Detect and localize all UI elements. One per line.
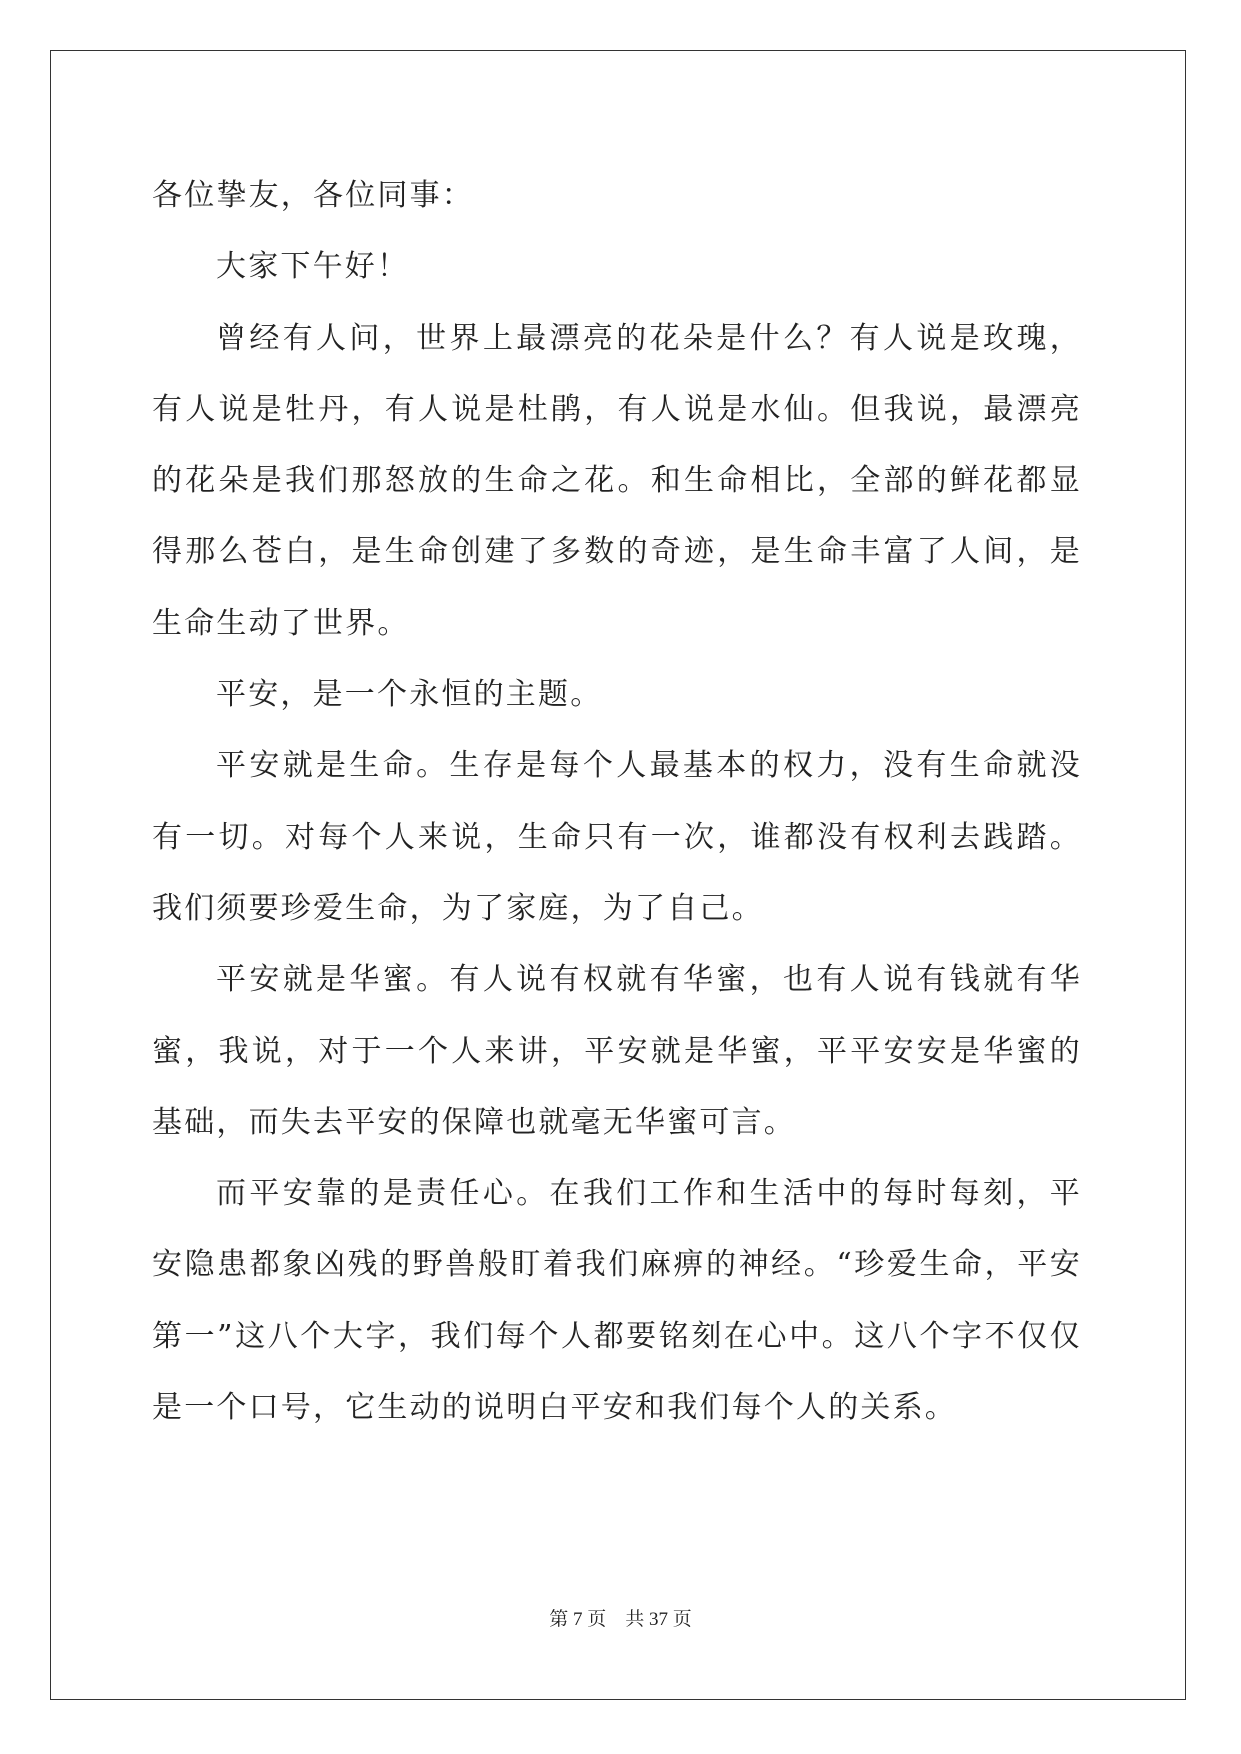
page-number-footer: 第 7 页 共 37 页 (549, 1609, 692, 1630)
responsibility-paragraph: 而平安靠的是责任心。在我们工作和生活中的每时每刻，平安隐患都象凶残的野兽般盯着我们麻痹的神经。“珍爱生命，平安第一”这八个大字，我们每个人都要铭刻在心中。这八个字不仅仅是一个口号，它生动的说明白平安和我们每个人的关系。 (152, 1176, 1082, 1426)
flower-paragraph: 曾经有人问，世界上最漂亮的花朵是什么？有人说是玫瑰，有人说是牡丹，有人说是杜鹃，有人说是水仙。但我说，最漂亮的花朵是我们那怒放的生命之花。和生命相比，全部的鲜花都显得那么苍白，是生命创建了多数的奇迹，是生命丰富了人间，是生命生动了世界。 (152, 320, 1082, 641)
theme-paragraph: 平安，是一个永恒的主题。 (216, 677, 603, 713)
happiness-paragraph: 平安就是华蜜。有人说有权就有华蜜，也有人说有钱就有华蜜，我说，对于一个人来讲，平安就是华蜜，平平安安是华蜜的基础，而失去平安的保障也就毫无华蜜可言。 (152, 962, 1082, 1140)
greeting-paragraph: 大家下午好！ (216, 249, 410, 285)
document-body (152, 160, 1082, 1443)
salutation: 各位挚友，各位同事： (152, 178, 474, 213)
life-paragraph: 平安就是生命。生存是每个人最基本的权力，没有生命就没有一切。对每个人来说，生命只有一次，谁都没有权利去践踏。我们须要珍爱生命，为了家庭，为了自己。 (152, 748, 1082, 926)
